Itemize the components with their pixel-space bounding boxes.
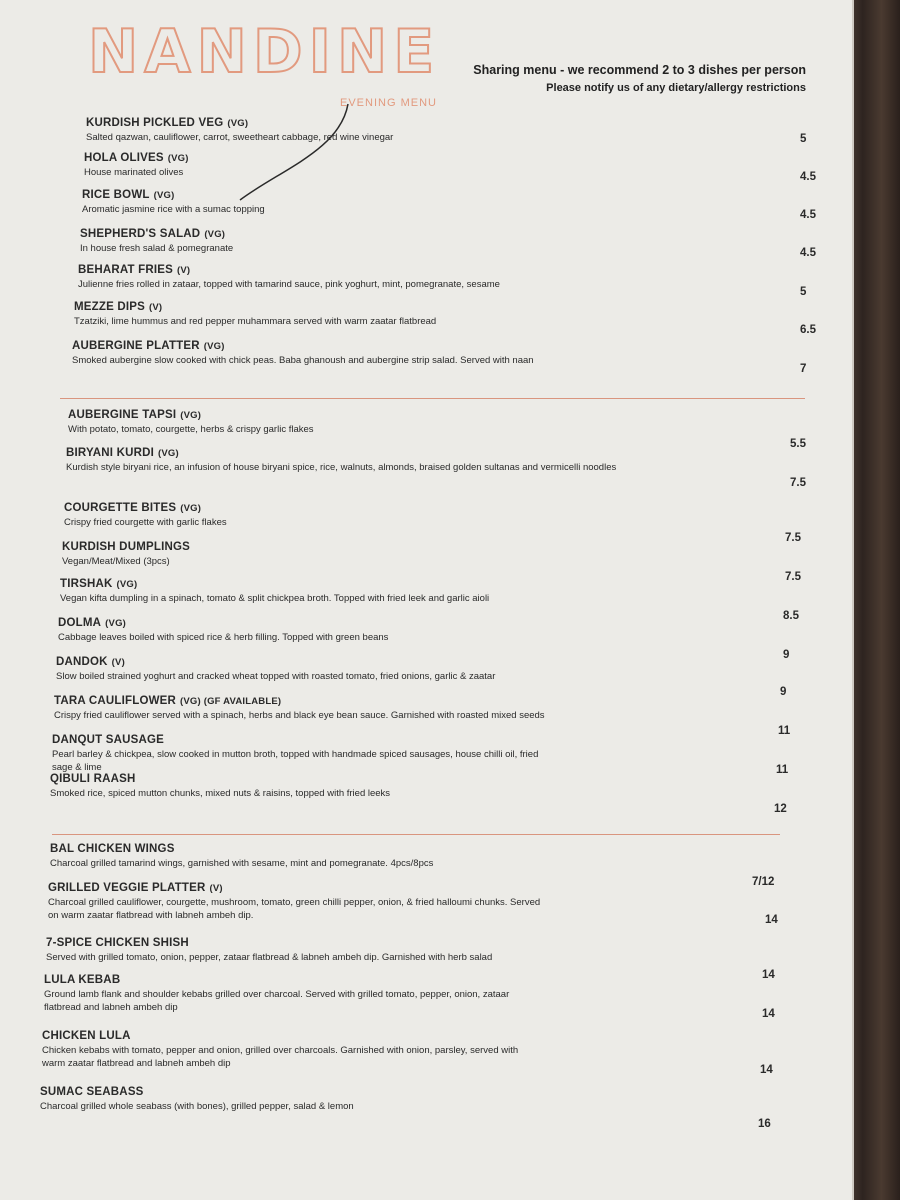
menu-item	[44, 974, 804, 1015]
dish-name	[66, 447, 826, 459]
dish-title: KURDISH DUMPLINGS	[62, 541, 190, 553]
dish-price: 14	[762, 1008, 775, 1020]
dish-price: 4.5	[800, 171, 816, 183]
dietary-tag: (VG)	[158, 448, 179, 459]
dish-name	[50, 773, 810, 785]
dish-description: Served with grilled tomato, onion, pepper, zataar flatbread & labneh ambeh dip. Garnished with herb salad	[46, 952, 493, 963]
dish-name	[68, 409, 828, 421]
dish-name	[78, 264, 838, 276]
menu-item	[56, 656, 816, 684]
dish-title: SHEPHERD'S SALAD	[80, 228, 201, 240]
dish-description: With potato, tomato, courgette, herbs & crispy garlic flakes	[68, 424, 314, 435]
dish-title: BAL CHICKEN WINGS	[50, 843, 175, 855]
dish-title: CHICKEN LULA	[42, 1030, 131, 1042]
dish-title: 7-SPICE CHICKEN SHISH	[46, 937, 189, 949]
dish-title: LULA KEBAB	[44, 974, 121, 986]
menu-item	[40, 1086, 800, 1114]
menu-item	[48, 882, 808, 923]
dish-title: DANDOK	[56, 656, 108, 668]
menu-subtitle: EVENING MENU	[340, 97, 437, 109]
menu-item	[84, 152, 844, 180]
dish-name	[52, 734, 812, 746]
dish-price: 14	[765, 914, 778, 926]
dietary-tag: (VG)	[105, 618, 127, 629]
dish-description: House marinated olives	[84, 167, 184, 178]
dish-price: 7/12	[752, 876, 775, 888]
dish-price: 9	[780, 686, 787, 698]
dish-price: 12	[774, 803, 787, 815]
dietary-tag: (VG)	[167, 153, 189, 164]
dish-price: 7	[800, 363, 807, 375]
dish-price: 5	[800, 133, 807, 145]
dish-price: 16	[758, 1118, 771, 1130]
dish-price: 11	[776, 764, 789, 776]
dish-title: HOLA OLIVES	[84, 152, 164, 164]
dish-description: Vegan/Meat/Mixed (3pcs)	[62, 556, 170, 567]
dish-description: Chicken kebabs with tomato, pepper and onion, grilled over charcoals. Garnished with onion, parsley, served with warm zaatar flatbread and labneh ambeh dip	[42, 1045, 519, 1069]
dish-title: TARA CAULIFLOWER	[54, 695, 177, 707]
dish-name	[54, 695, 814, 707]
dish-description: Smoked aubergine slow cooked with chick peas. Baba ghanoush and aubergine strip salad. Served with naan	[72, 355, 534, 366]
menu-item	[82, 189, 842, 217]
dish-title: BIRYANI KURDI	[66, 447, 155, 459]
menu-item	[80, 228, 840, 256]
dish-name	[44, 974, 804, 986]
menu-item	[46, 937, 806, 965]
menu-item	[66, 447, 826, 475]
dish-description: Pearl barley & chickpea, slow cooked in mutton broth, topped with handmade spiced sausages, house chilli oil, fried sage & lime	[52, 749, 539, 773]
dish-description: Charcoal grilled whole seabass (with bones), grilled pepper, salad & lemon	[40, 1101, 354, 1112]
dish-name	[72, 340, 832, 352]
dietary-tag: (VG)	[180, 410, 202, 421]
dish-description: Kurdish style biryani rice, an infusion of house biryani spice, rice, walnuts, almonds, braised golden sultanas and vermicelli noodles	[66, 462, 617, 473]
dietary-tag: (VG)	[227, 118, 249, 129]
dish-name	[62, 541, 822, 553]
dish-price: 6.5	[800, 324, 816, 336]
menu-item	[50, 843, 810, 871]
dish-title: TIRSHAK	[60, 578, 113, 590]
sharing-note: Sharing menu - we recommend 2 to 3 dishes per person	[473, 63, 806, 77]
dish-price: 4.5	[800, 247, 816, 259]
menu-item	[68, 409, 828, 437]
dish-name	[86, 117, 846, 129]
dish-title: RICE BOWL	[82, 189, 150, 201]
dish-name	[48, 882, 808, 894]
dietary-tag: (V)	[149, 302, 163, 313]
dietary-tag: (VG) (GF AVAILABLE)	[180, 696, 282, 707]
restaurant-logo: NANDINE	[88, 17, 441, 87]
dish-title: GRILLED VEGGIE PLATTER	[48, 882, 206, 894]
dish-name	[74, 301, 834, 313]
dish-title: KURDISH PICKLED VEG	[86, 117, 224, 129]
dietary-tag: (V)	[111, 657, 125, 668]
dish-description: Tzatziki, lime hummus and red pepper muhammara served with warm zaatar flatbread	[74, 316, 437, 327]
dish-name	[46, 937, 806, 949]
dish-price: 5	[800, 286, 807, 298]
menu-item	[60, 578, 820, 606]
dish-title: MEZZE DIPS	[74, 301, 146, 313]
dish-description: Salted qazwan, cauliflower, carrot, sweetheart cabbage, red wine vinegar	[86, 132, 394, 143]
dietary-tag: (V)	[209, 883, 223, 894]
menu-item	[54, 695, 814, 723]
menu-item	[64, 502, 824, 530]
dish-description: Slow boiled strained yoghurt and cracked wheat topped with roasted tomato, fried onions, garlic & zaatar	[56, 671, 496, 682]
dish-price: 7.5	[785, 532, 801, 544]
dish-name	[80, 228, 840, 240]
dish-description: Ground lamb flank and shoulder kebabs grilled over charcoal. Served with grilled tomato, pepper, onion, zataar flatbread and labneh ambeh dip	[44, 989, 510, 1013]
menu-item	[62, 541, 822, 569]
allergy-note: Please notify us of any dietary/allergy restrictions	[546, 82, 806, 94]
dish-price: 7.5	[785, 571, 801, 583]
dish-title: SUMAC SEABASS	[40, 1086, 144, 1098]
menu-item	[74, 301, 834, 329]
dish-title: BEHARAT FRIES	[78, 264, 174, 276]
dish-description: Crispy fried cauliflower served with a spinach, herbs and black eye bean sauce. Garnished with roasted mixed seeds	[54, 710, 545, 721]
dish-description: Charcoal grilled tamarind wings, garnished with sesame, mint and pomegranate. 4pcs/8pcs	[50, 858, 434, 869]
dish-name	[56, 656, 816, 668]
menu-item	[42, 1030, 802, 1071]
dish-price: 7.5	[790, 477, 806, 489]
dish-description: Smoked rice, spiced mutton chunks, mixed nuts & raisins, topped with fried leeks	[50, 788, 391, 799]
dietary-tag: (VG)	[204, 229, 226, 240]
dish-description: Aromatic jasmine rice with a sumac topping	[82, 204, 265, 215]
menu-item	[52, 734, 812, 775]
dish-description: Crispy fried courgette with garlic flakes	[64, 517, 227, 528]
dish-title: QIBULI RAASH	[50, 773, 136, 785]
dish-description: Julienne fries rolled in zataar, topped with tamarind sauce, pink yoghurt, mint, pomegranate, sesame	[78, 279, 500, 290]
dish-price: 4.5	[800, 209, 816, 221]
dish-title: DANQUT SAUSAGE	[52, 734, 165, 746]
dietary-tag: (VG)	[116, 579, 138, 590]
dish-title: COURGETTE BITES	[64, 502, 177, 514]
dish-price: 9	[783, 649, 790, 661]
dish-description: In house fresh salad & pomegranate	[80, 243, 234, 254]
dietary-tag: (VG)	[180, 503, 202, 514]
dish-name	[60, 578, 820, 590]
dish-price: 14	[762, 969, 775, 981]
dish-title: DOLMA	[58, 617, 102, 629]
dish-name	[64, 502, 824, 514]
dish-price: 14	[760, 1064, 773, 1076]
dietary-tag: (VG)	[203, 341, 225, 352]
dietary-tag: (VG)	[153, 190, 175, 201]
dish-name	[84, 152, 844, 164]
dish-description: Cabbage leaves boiled with spiced rice & herb filling. Topped with green beans	[58, 632, 389, 643]
dish-name	[50, 843, 810, 855]
dish-price: 5.5	[790, 438, 806, 450]
dish-price: 11	[778, 725, 791, 737]
dish-name	[58, 617, 818, 629]
menu-item	[58, 617, 818, 645]
menu-item	[50, 773, 810, 801]
dish-name	[82, 189, 842, 201]
dish-description: Charcoal grilled cauliflower, courgette, mushroom, tomato, green chilli pepper, onion, & fried halloumi chunks. Served on warm zaatar flatbread with labneh ambeh dip.	[48, 897, 541, 921]
dish-title: AUBERGINE PLATTER	[72, 340, 200, 352]
menu-item	[86, 117, 846, 145]
dish-description: Vegan kifta dumpling in a spinach, tomato & split chickpea broth. Topped with fried leek and garlic aioli	[60, 593, 490, 604]
section-divider	[52, 834, 780, 835]
section-divider	[60, 398, 805, 399]
menu-item	[78, 264, 838, 292]
dish-name	[40, 1086, 800, 1098]
dish-name	[42, 1030, 802, 1042]
dish-price: 8.5	[783, 610, 799, 622]
dietary-tag: (V)	[177, 265, 191, 276]
dish-title: AUBERGINE TAPSI	[68, 409, 177, 421]
menu-item	[72, 340, 832, 368]
